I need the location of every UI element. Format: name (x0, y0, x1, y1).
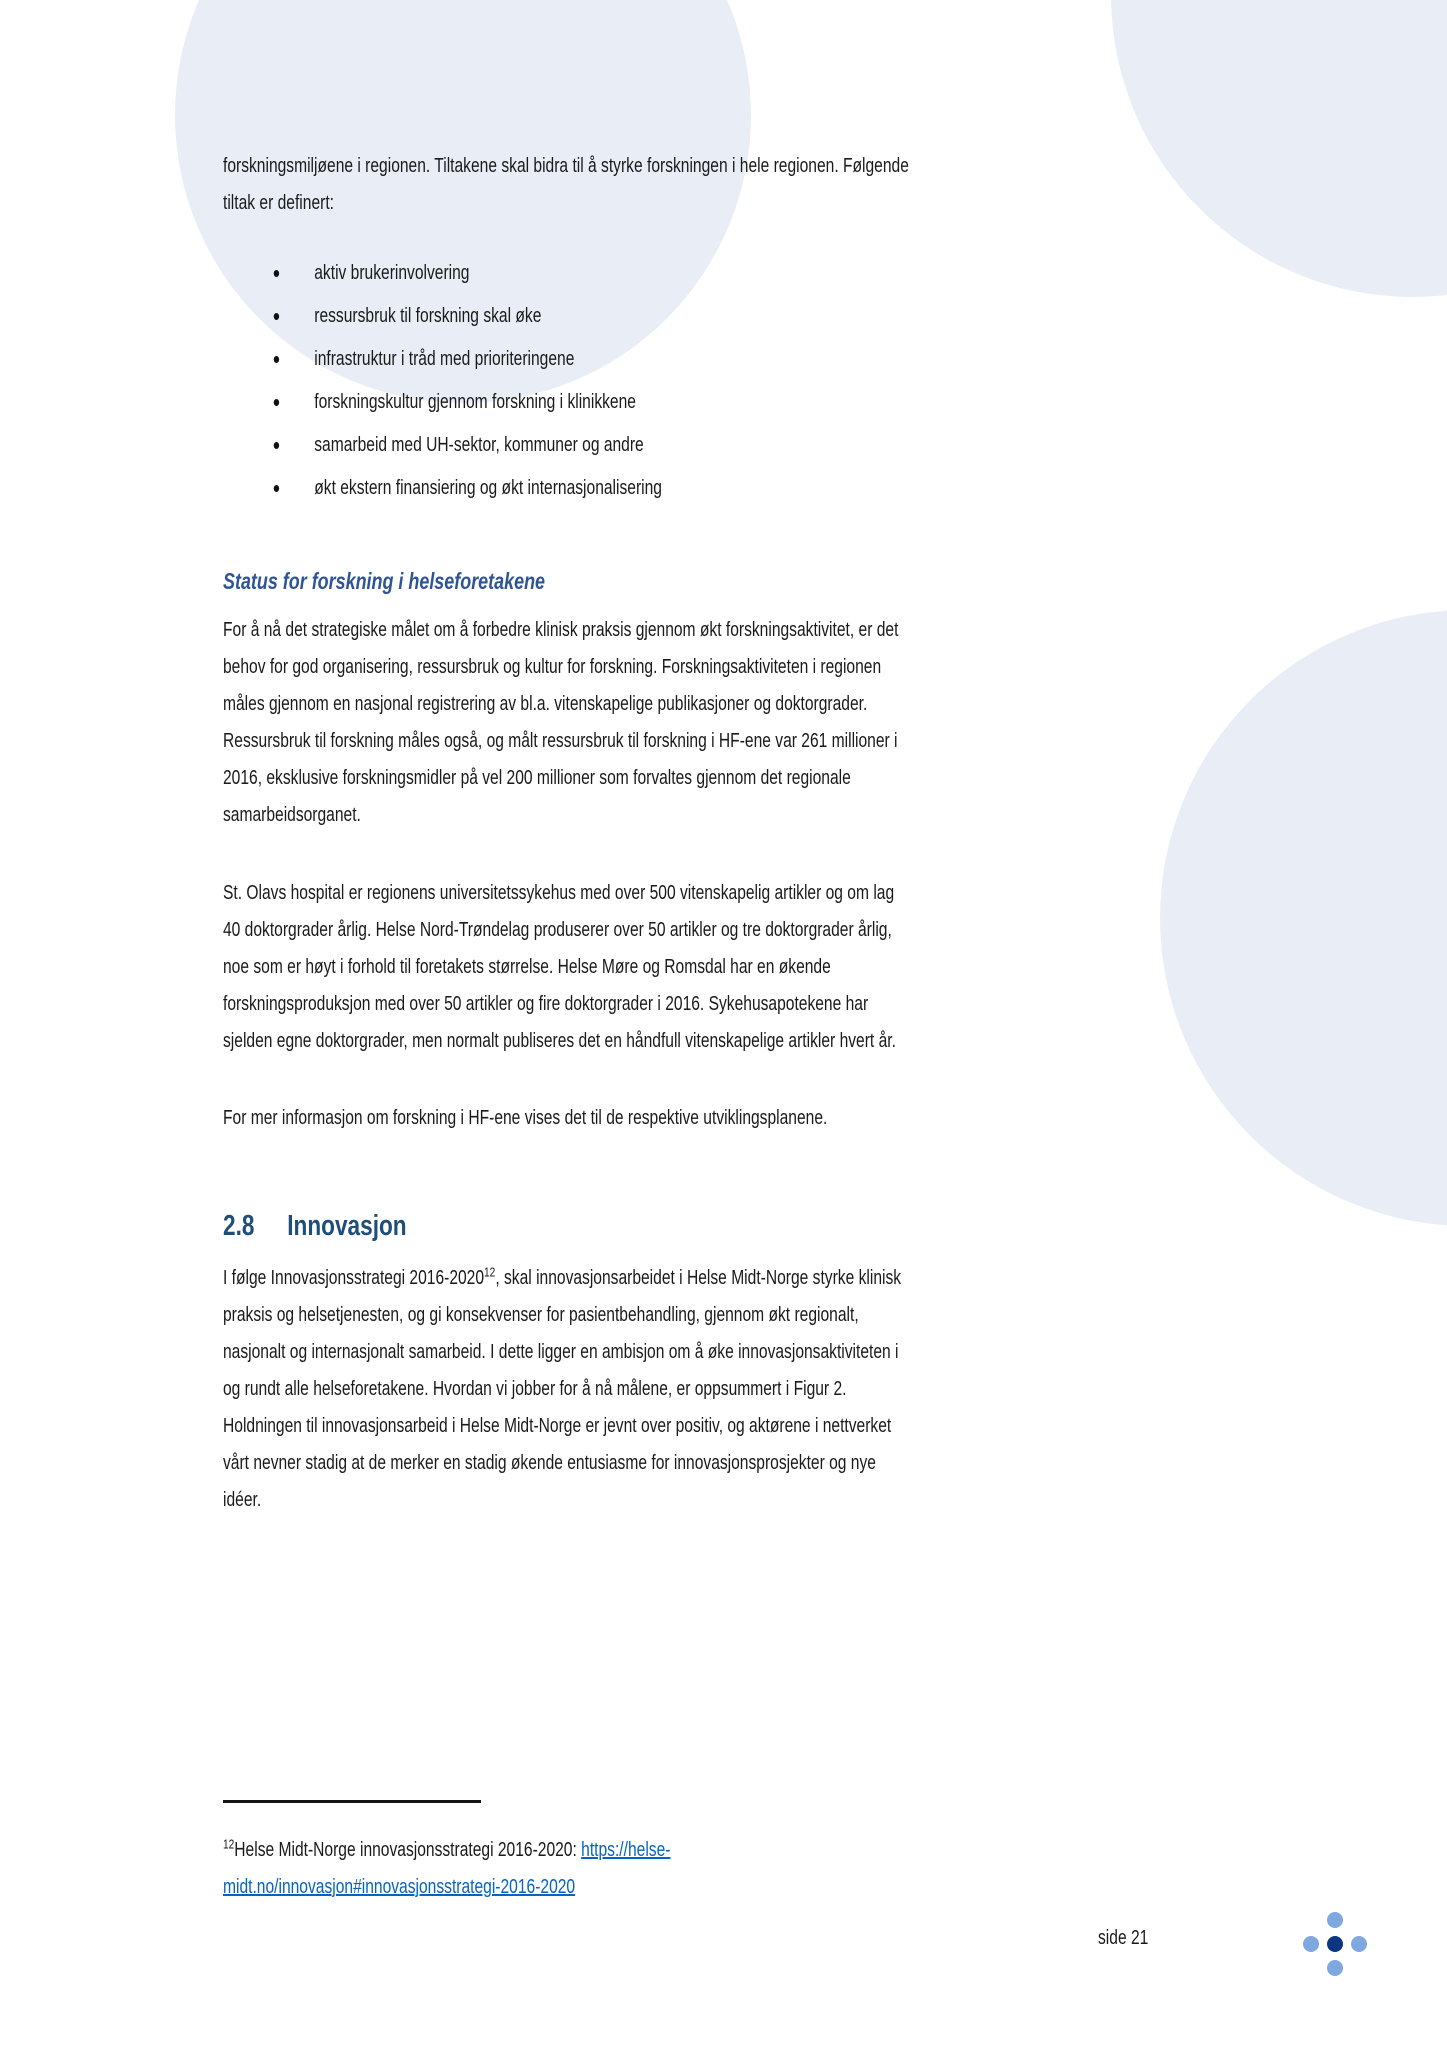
bullet-list (223, 252, 909, 510)
bullet-item-1: • aktiv brukerinvolvering (223, 252, 909, 295)
bullet-item-6: • økt ekstern finansiering og økt internasjonalisering (223, 467, 909, 510)
decorative-circle-mid-right (1160, 610, 1447, 1226)
measures-bullet-list (223, 252, 909, 510)
bullet-item-5: • samarbeid med UH-sektor, kommuner og andre (223, 424, 909, 467)
bullet-item-2: • ressursbruk til forskning skal øke (223, 295, 909, 338)
decorative-circle-top-right (1111, 0, 1447, 297)
page-number-label: side 21 (1098, 1927, 1149, 1949)
footnote-marker: 12 (223, 1836, 235, 1852)
status-paragraph-2: St. Olavs hospital er regionens universitetssykehus med over 500 vitenskapelig artikler og om lag 40 doktorgrader årlig. Helse Nord-Trøndelag produserer over 50 artikler og tre doktorgrader årlig, noe som er høyt i forhold til foretakets størrelse. Helse Møre og Romsdal har en økende forskningsproduksjon med over 50 artikler og fire doktorgrader i 2016. Sykehusapotekene har sjelden egne doktorgrader, men normalt publiseres det en håndfull vitenskapelige artikler hvert år. (223, 882, 896, 1052)
footnote-text: Helse Midt-Norge innovasjonsstrategi 2016-2020: (234, 1839, 582, 1861)
innovation-text-part2: , skal innovasjonsarbeidet i Helse Midt-Norge styrke klinisk praksis og helsetjenesten, og gi konsekvenser for pasientbehandling, gjennom økt regionalt, nasjonalt og internasjonalt samarbeid. I dette ligger en ambisjon om å øke innovasjonsaktiviteten i og rundt alle helseforetakene. Hvordan vi jobber for å nå målene, er oppsummert i Figur 2. Holdningen til innovasjonsarbeid i Helse Midt-Norge er jevnt over positiv, og aktørene i nettverket vårt nevner stadig at de merker en stadig økende entusiasme for innovasjonsprosjekter og nye idéer. (223, 1267, 902, 1511)
innovation-text-part1: I følge Innovasjonsstrategi 2016-2020 (223, 1267, 485, 1289)
status-paragraph-1: For å nå det strategiske målet om å forbedre klinisk praksis gjennom økt forskningsaktivitet, er det behov for god organisering, ressursbruk og kultur for forskning. Forskningsaktiviteten i regionen måles gjennom en nasjonal registrering av bl.a. vitenskapelige publikasjoner og doktorgrader. Ressursbruk til forskning måles også, og målt ressursbruk til forskning i HF-ene var 261 millioner i 2016, eksklusive forskningsmidler på vel 200 millioner som forvaltes gjennom det regionale samarbeidsorganet. (223, 619, 899, 826)
footnote-link[interactable]: https://helse-midt.no/innovasjon#innovasjonsstrategi-2016-2020 (223, 1839, 671, 1898)
status-subheading: Status for forskning i helseforetakene (223, 568, 546, 594)
innovation-paragraph (223, 1260, 909, 1519)
footnote-reference-12: 12 (484, 1264, 496, 1280)
bullet-item-4: • forskningskultur gjennom forskning i klinikkene (223, 381, 909, 424)
section-title: Innovasjon (287, 1210, 407, 1243)
logo-dot-top-icon (1327, 1912, 1343, 1928)
bullet-item-3: • infrastruktur i tråd med prioriteringene (223, 338, 909, 381)
status-paragraph-3: For mer informasjon om forskning i HF-ene vises det til de respektive utviklingsplanene. (223, 1107, 828, 1129)
footnote-12 (223, 1832, 839, 1906)
logo-dot-right-icon (1351, 1936, 1367, 1952)
logo-dot-bottom-icon (1327, 1960, 1343, 1976)
section-heading-2-8 (223, 1206, 909, 1246)
section-number: 2.8 (223, 1210, 255, 1243)
logo-dot-center-icon (1327, 1936, 1343, 1952)
logo-dot-left-icon (1303, 1936, 1319, 1952)
footnote-separator-rule (223, 1800, 481, 1803)
intro-paragraph: forskningsmiljøene i regionen. Tiltakene skal bidra til å styrke forskningen i hele regionen. Følgende tiltak er definert: (223, 155, 909, 214)
